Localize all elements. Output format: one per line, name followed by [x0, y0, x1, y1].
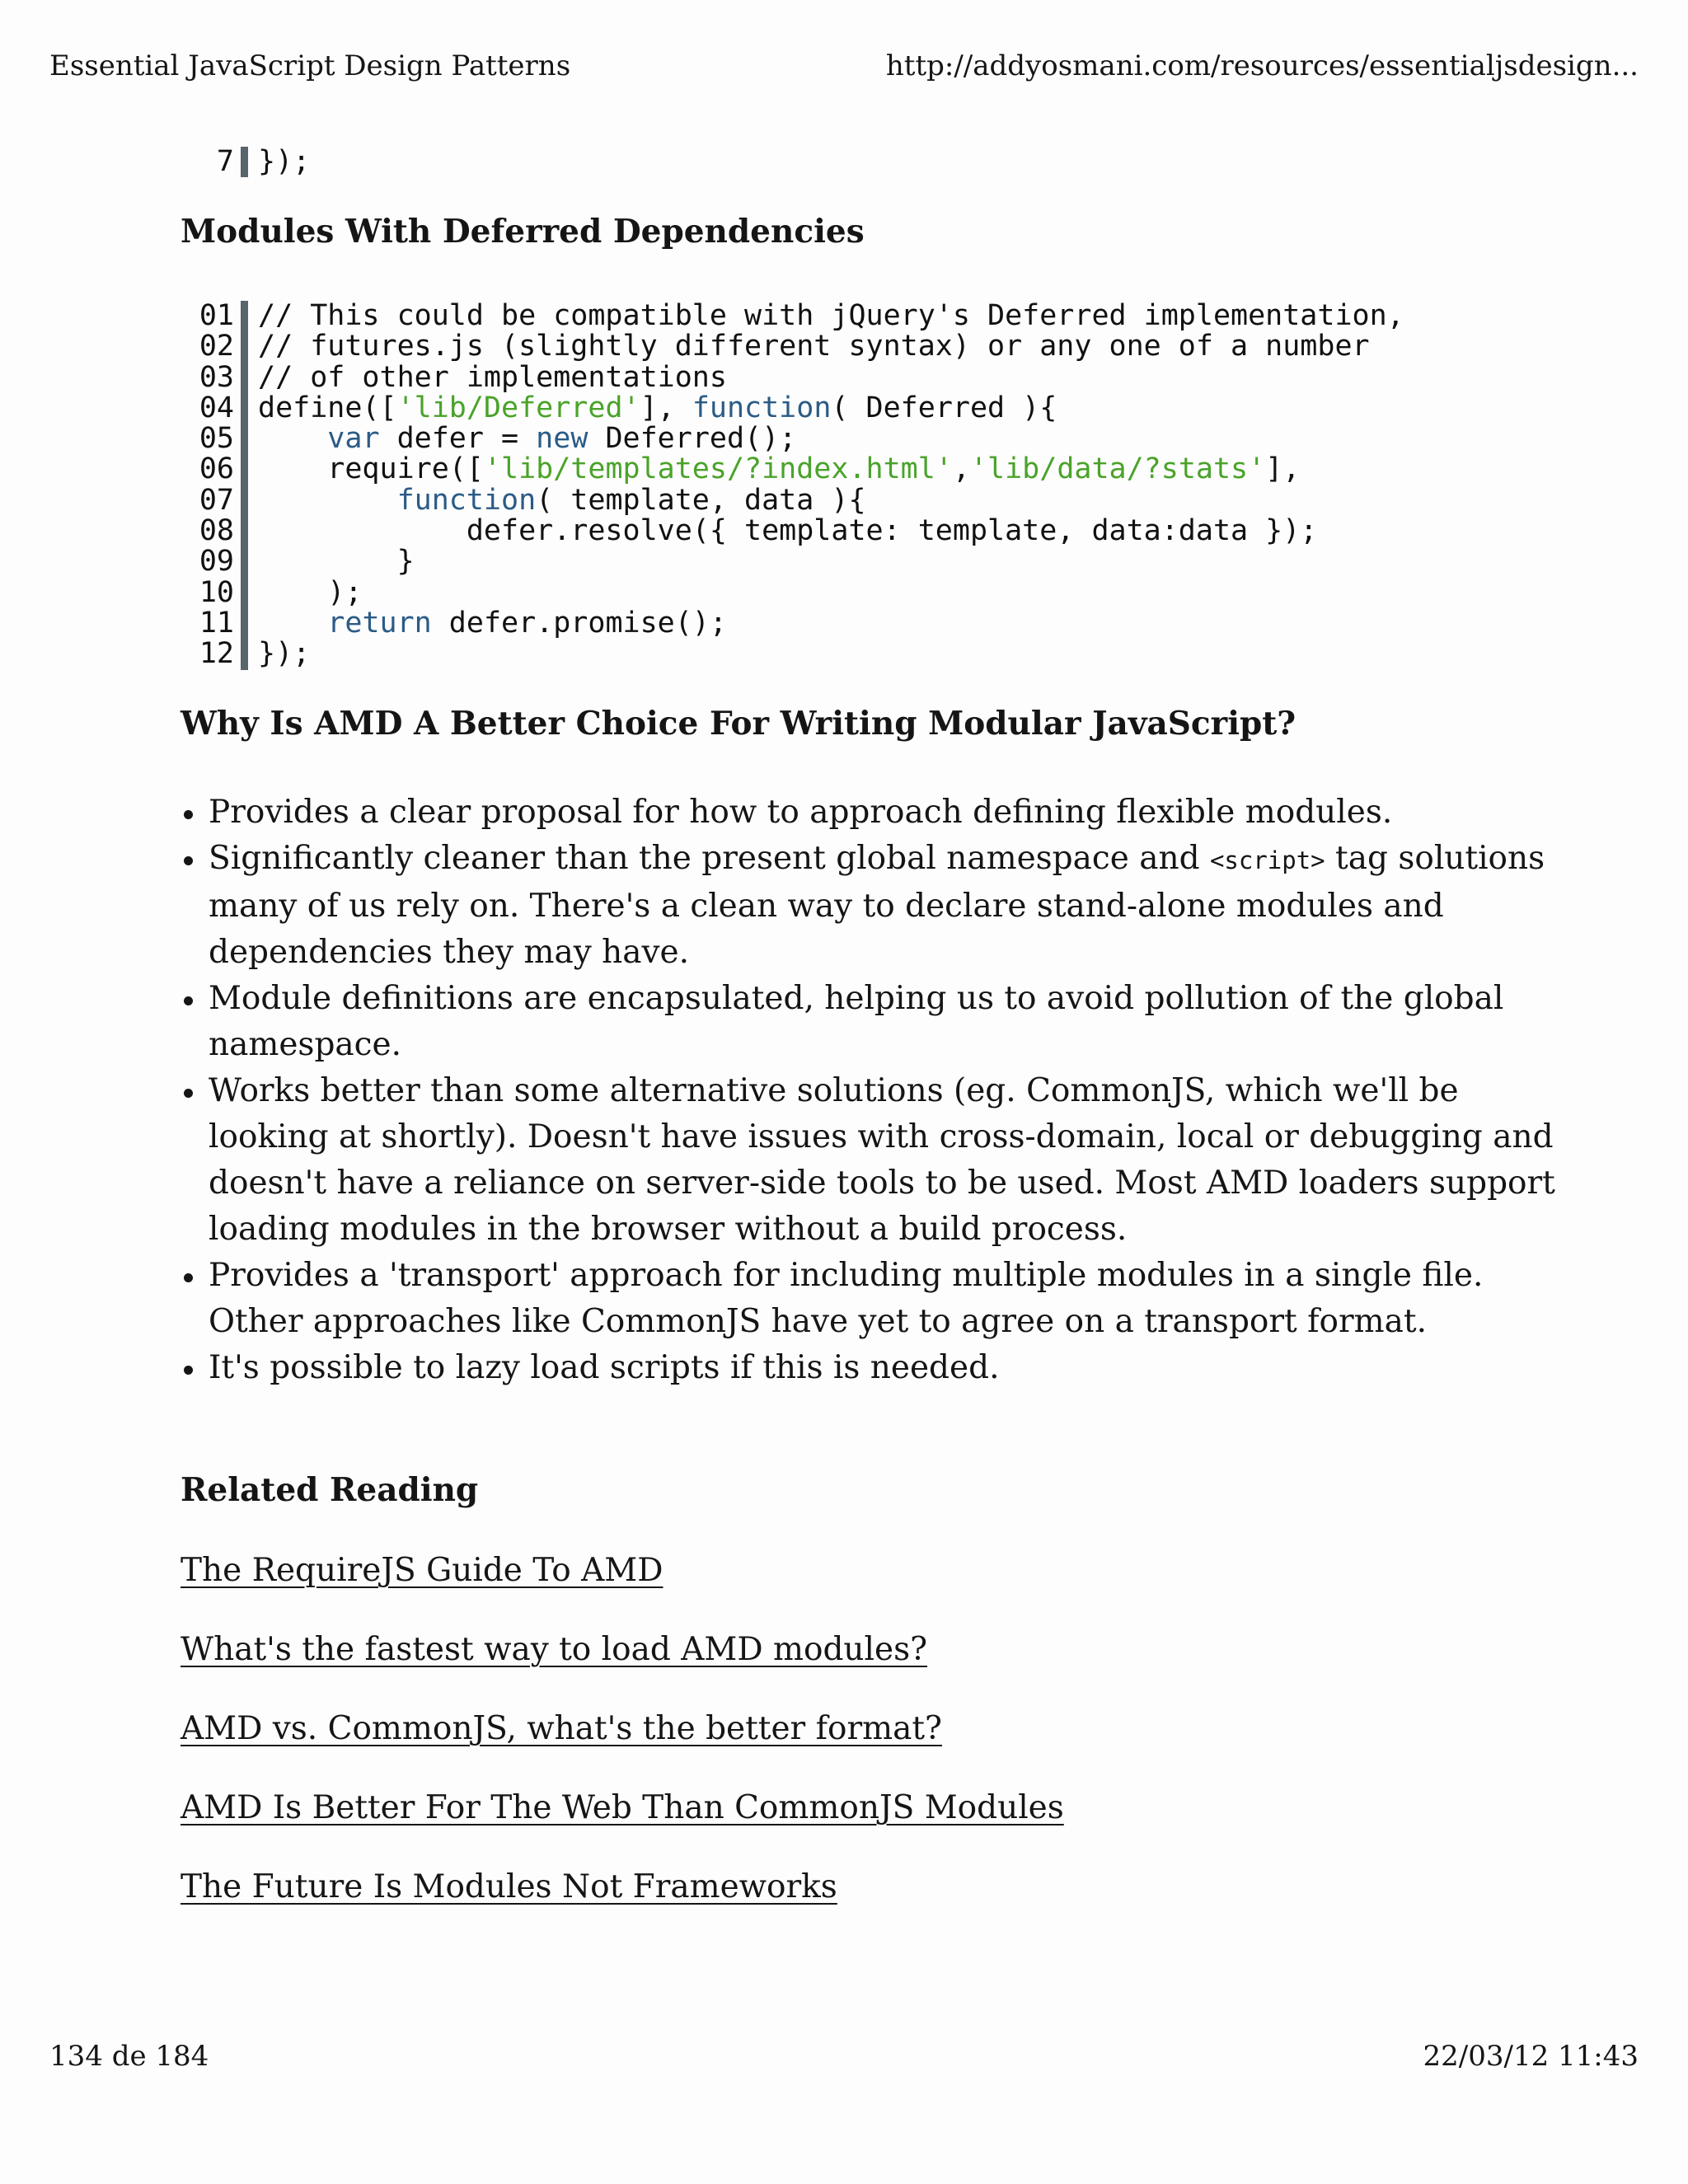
code-text: [248, 331, 1370, 362]
gutter-bar: [241, 516, 248, 546]
code-string: 'lib/templates/?index.html': [483, 452, 953, 486]
line-number: 06: [199, 452, 234, 486]
line-number: 09: [199, 545, 234, 579]
gutter-bar: [241, 331, 248, 362]
list-item-text: Significantly cleaner than the present global namespace and: [209, 840, 1210, 877]
line-number: 07: [199, 483, 234, 517]
list-item: [181, 790, 1565, 836]
code-text: [248, 424, 796, 454]
list-item: [181, 1345, 1565, 1391]
code-line: [180, 301, 1404, 331]
related-link[interactable]: The Future Is Modules Not Frameworks: [181, 1868, 837, 1905]
gutter-bar: [241, 546, 248, 577]
page-header-url: http://addyosmani.com/resources/essentialjsdesign...: [885, 49, 1639, 82]
line-number: 11: [199, 606, 234, 640]
list-item: [181, 836, 1565, 976]
line-number: 03: [199, 360, 234, 394]
line-number: 01: [199, 299, 234, 332]
gutter-bar: [241, 639, 248, 669]
page-number: 134 de 184: [49, 2040, 209, 2073]
line-number: 7: [216, 145, 234, 178]
code-text: [248, 393, 1057, 424]
code-token: Deferred();: [588, 422, 797, 456]
code-token: defer.promise();: [431, 606, 727, 640]
code-token: });: [258, 637, 311, 671]
code-line: [180, 393, 1404, 424]
line-number: 10: [199, 575, 234, 609]
code-line: [180, 485, 1404, 516]
code-token: defer =: [379, 422, 537, 456]
gutter-bar: [241, 424, 248, 454]
gutter-bar: [241, 393, 248, 424]
inline-code: <script>: [1209, 846, 1325, 874]
code-block-deferred: [180, 301, 1404, 670]
related-reading-heading: Related Reading: [181, 1471, 479, 1509]
code-text: [248, 301, 1404, 331]
gutter-bar: [241, 485, 248, 516]
list-item-text: Provides a 'transport' approach for including multiple modules in a single file. Other approaches like CommonJS have yet to agree on a transport format.: [209, 1257, 1484, 1340]
code-keyword: new: [536, 422, 588, 456]
related-link[interactable]: AMD vs. CommonJS, what's the better format?: [181, 1710, 942, 1747]
code-line: [180, 331, 1404, 362]
code-token: [258, 422, 327, 455]
line-number: 02: [199, 330, 234, 363]
code-token: ( template, data ){: [536, 483, 866, 517]
gutter-bar: [241, 363, 248, 393]
code-text: [248, 485, 866, 516]
code-token: ],: [640, 391, 692, 424]
related-link[interactable]: The RequireJS Guide To AMD: [181, 1552, 663, 1589]
gutter-bar: [241, 608, 248, 639]
code-token: ,: [952, 452, 970, 486]
code-token: );: [258, 575, 363, 609]
code-token: // This could be compatible with jQuery's Deferred implementation,: [258, 299, 1404, 332]
gutter-bar: [241, 301, 248, 331]
code-text: [248, 608, 727, 639]
list-item: [181, 1068, 1565, 1253]
code-text: [248, 575, 363, 609]
gutter-bar: [241, 454, 248, 485]
list-item: [181, 1253, 1565, 1345]
code-token: [258, 607, 327, 640]
code-token: // of other implementations: [258, 360, 727, 394]
code-line: [180, 608, 1404, 639]
code-keyword: var: [327, 422, 380, 456]
line-number: 04: [199, 391, 234, 424]
code-text: [248, 639, 310, 669]
related-link[interactable]: What's the fastest way to load AMD modules?: [181, 1631, 928, 1668]
list-item-text: Provides a clear proposal for how to approach defining flexible modules.: [209, 794, 1393, 831]
code-line: [180, 147, 310, 177]
code-line: [180, 546, 1404, 577]
code-token: });: [258, 145, 311, 178]
list-item-text: Works better than some alternative solutions (eg. CommonJS, which we'll be looking at shortly). Doesn't have issues with cross-domain, local or debugging and doesn't have a reliance on server-side tools to be used. Most AMD loaders support loading modules in the browser without a build process.: [209, 1072, 1555, 1248]
code-text: [248, 147, 310, 177]
code-text: [248, 516, 1317, 546]
code-text: [248, 360, 727, 394]
code-string: 'lib/data/?stats': [969, 452, 1266, 486]
page-header-title: Essential JavaScript Design Patterns: [49, 49, 571, 82]
code-string: 'lib/Deferred': [396, 391, 640, 424]
code-token: // futures.js (slightly different syntax) or any one of a number: [258, 330, 1370, 363]
related-links: [181, 1548, 1064, 1943]
amd-benefits-list: [181, 790, 1565, 1391]
code-token: ( Deferred ){: [831, 391, 1057, 424]
list-item-text: tag solutions many of us rely on. There's a clean way to declare stand-alone modules and dependencies they may have.: [209, 840, 1545, 971]
code-keyword: function: [692, 391, 832, 424]
list-item-text: Module definitions are encapsulated, helping us to avoid pollution of the global namespace.: [209, 980, 1504, 1063]
code-text: [248, 546, 415, 577]
gutter-bar: [241, 578, 248, 608]
code-line: [180, 575, 1404, 609]
line-number: 05: [199, 422, 234, 456]
code-line: [180, 639, 1404, 669]
print-datetime: 22/03/12 11:43: [1423, 2040, 1639, 2073]
code-line: [180, 424, 1404, 454]
code-block-continuation: [180, 147, 310, 177]
code-token: }: [258, 545, 415, 579]
code-token: define([: [258, 391, 397, 424]
section-heading-amd-why: Why Is AMD A Better Choice For Writing Modular JavaScript?: [181, 705, 1296, 743]
code-keyword: return: [327, 606, 432, 640]
code-keyword: function: [396, 483, 537, 517]
line-number: 12: [199, 637, 234, 671]
code-token: defer.resolve({ template: template, data:data });: [258, 514, 1318, 548]
list-item-text: It's possible to lazy load scripts if this is needed.: [209, 1349, 1000, 1386]
line-number: 08: [199, 514, 234, 548]
section-heading-deferred: Modules With Deferred Dependencies: [181, 213, 865, 251]
code-line: [180, 454, 1404, 485]
code-line: [180, 360, 1404, 394]
code-line: [180, 516, 1404, 546]
code-text: [248, 454, 1300, 485]
code-token: ],: [1265, 452, 1301, 486]
code-token: [258, 484, 397, 517]
code-token: require([: [258, 452, 484, 486]
related-link[interactable]: AMD Is Better For The Web Than CommonJS Modules: [181, 1789, 1064, 1826]
list-item: [181, 976, 1565, 1068]
gutter-bar: [241, 147, 248, 177]
